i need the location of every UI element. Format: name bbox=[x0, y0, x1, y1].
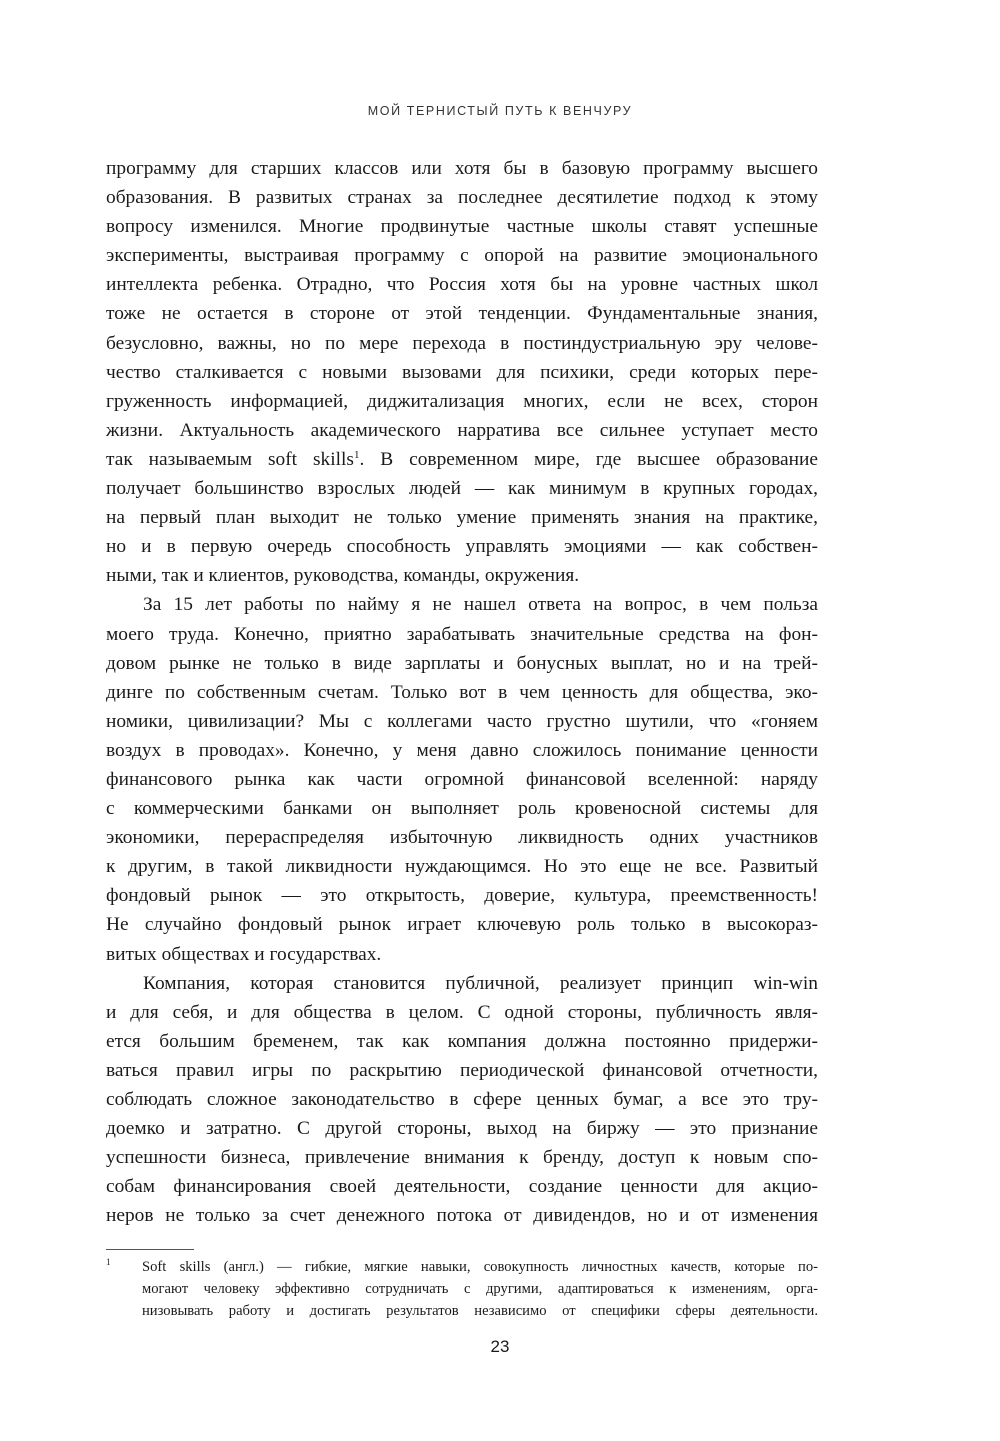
text-line: с коммерческими банками он выполняет роль кровеносной системы для bbox=[106, 798, 818, 820]
text-line: получает большинство взрослых людей — как минимум в крупных городах, bbox=[106, 478, 818, 500]
text-line: динге по собственным счетам. Только вот в чем ценность для общества, эко- bbox=[106, 681, 818, 703]
text-line: витых обществах и государствах. bbox=[106, 943, 382, 965]
text-line: фондовый рынок — это открытость, доверие, культура, преемственность! bbox=[106, 885, 818, 907]
text-line: на первый план выходит не только умение применять знания на практике, bbox=[106, 507, 818, 529]
text-line: номики, цивилизации? Мы с коллегами часто грустно шутили, что «гоняем bbox=[106, 710, 818, 732]
footnote-reference[interactable]: 1 bbox=[353, 448, 360, 461]
text-line: доемко и затратно. С другой стороны, выход на биржу — это признание bbox=[106, 1118, 818, 1140]
text-line: неров не только за счет денежного потока от дивидендов, но и от изменения bbox=[106, 1205, 818, 1227]
footnote-body bbox=[142, 1256, 818, 1323]
text-line: и для себя, и для общества в целом. С одной стороны, публичность явля- bbox=[106, 1001, 818, 1023]
text-line: воздух в проводах». Конечно, у меня давно сложилось понимание ценности bbox=[106, 739, 818, 761]
footnote bbox=[106, 1256, 818, 1323]
footnote-number: 1 bbox=[106, 1257, 111, 1267]
text-line: программу для старших классов или хотя бы в базовую программу высшего bbox=[106, 158, 818, 179]
footnote-divider bbox=[106, 1249, 194, 1250]
text-line: чество сталкивается с новыми вызовами для психики, среди которых пере- bbox=[106, 361, 818, 383]
text-line: ется большим бременем, так как компания должна постоянно придержи- bbox=[106, 1030, 818, 1052]
text-segment: так называемым soft skills bbox=[106, 448, 354, 470]
text-line: соблюдать сложное законодательство в сфере ценных бумаг, а все это тру- bbox=[106, 1089, 818, 1110]
text-line: к другим, в такой ликвидности нуждающимся. Но это еще не все. Развитый bbox=[106, 856, 818, 878]
text-line: ваться правил игры по раскрытию периодической финансовой отчетности, bbox=[106, 1059, 818, 1081]
text-line: довом рынке не только в виде зарплаты и бонусных выплат, но и на трей- bbox=[106, 652, 818, 674]
text-segment: . В современном мире, где высшее образование bbox=[359, 448, 819, 470]
text-line: безусловно, важны, но по мере перехода в постиндустриальную эру челове- bbox=[106, 332, 818, 354]
text-line: Не случайно фондовый рынок играет ключевую роль только в высокораз- bbox=[106, 914, 818, 936]
page-number: 23 bbox=[490, 1337, 510, 1356]
text-line: груженность информацией, диджитализация многих, если не всех, сторон bbox=[106, 390, 818, 412]
text-line: Компания, которая становится публичной, реализует принцип win-win bbox=[143, 972, 818, 994]
text-line: успешности бизнеса, привлечение внимания к бренду, доступ к новым спо- bbox=[106, 1147, 818, 1169]
text-line: собам финансирования своей деятельности, создание ценности для акцио- bbox=[106, 1176, 818, 1198]
footnote-line: низовывать работу и достигать результатов независимо от специфики сферы деятельности. bbox=[142, 1303, 818, 1320]
text-line: финансового рынка как части огромной финансовой вселенной: наряду bbox=[106, 768, 818, 790]
text-line: ными, так и клиентов, руководства, команды, окружения. bbox=[106, 565, 580, 587]
footnote-line: Soft skills (англ.) — гибкие, мягкие навыки, совокупность личностных качеств, которые по- bbox=[142, 1259, 818, 1275]
text-line-with-footnote-ref bbox=[106, 445, 818, 474]
text-line: жизни. Актуальность академического нарратива все сильнее уступает место bbox=[106, 419, 818, 441]
text-line: эксперименты, выстраивая программу с опорой на развитие эмоционального bbox=[106, 245, 818, 267]
text-line: За 15 лет работы по найму я не нашел ответа на вопрос, в чем польза bbox=[143, 594, 818, 616]
text-line: экономики, перераспределяя избыточную ликвидность одних участников bbox=[106, 827, 818, 849]
text-line: образования. В развитых странах за последнее десятилетие подход к этому bbox=[106, 187, 818, 209]
running-head: МОЙ ТЕРНИСТЫЙ ПУТЬ К ВЕНЧУРУ bbox=[367, 104, 633, 118]
footnote-line: могают человеку эффективно сотрудничать с другими, адаптироваться к изменениям, орга- bbox=[142, 1281, 818, 1298]
text-line: моего труда. Конечно, приятно зарабатывать значительные средства на фон- bbox=[106, 623, 818, 645]
text-line: интеллекта ребенка. Отрадно, что Россия хотя бы на уровне частных школ bbox=[106, 274, 818, 296]
text-line: тоже не остается в стороне от этой тенденции. Фундаментальные знания, bbox=[106, 303, 818, 325]
text-line: но и в первую очередь способность управлять эмоциями — как собствен- bbox=[106, 536, 818, 558]
body-text bbox=[106, 154, 818, 1230]
text-line: вопросу изменился. Многие продвинутые частные школы ставят успешные bbox=[106, 216, 818, 238]
